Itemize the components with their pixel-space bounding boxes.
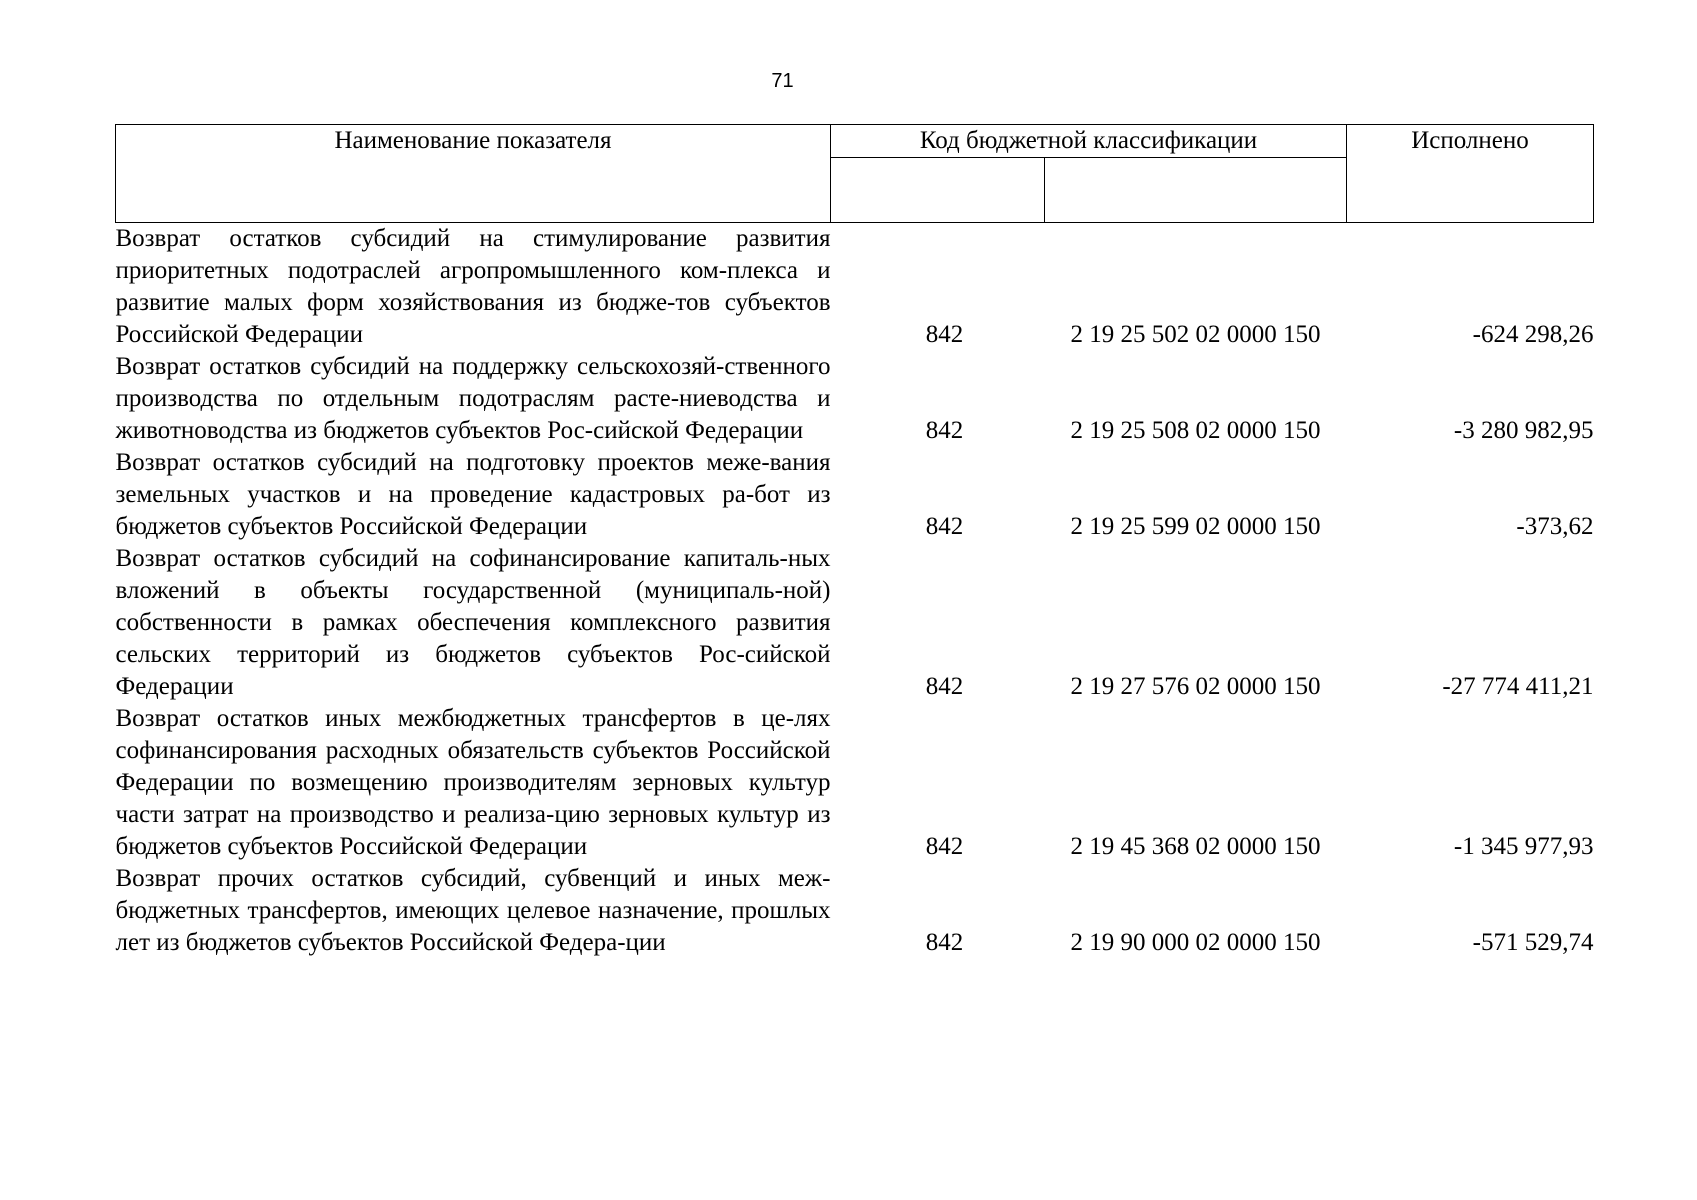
row-executed: -1 345 977,93 xyxy=(1453,833,1594,860)
page-number-text: 71 xyxy=(771,70,794,92)
table-header xyxy=(116,125,1594,223)
header-indicator-name: Наименование показателя xyxy=(116,125,831,223)
row-admin-code: 842 xyxy=(925,929,964,956)
table-row xyxy=(116,863,1594,959)
row-name: Возврат остатков субсидий на софинансирование капиталь-ных вложений в объекты государственной (муниципаль-ной) собственности в рамках обеспечения комплексного развития сельских территорий из бюджетов субъектов Рос-сийской Федерации xyxy=(115,545,831,700)
row-name: Возврат остатков субсидий на стимулирование развития приоритетных подотраслей агропромышленного ком-плекса и развитие малых форм хозяйствования из бюдже-тов субъектов Российской Федерации xyxy=(115,225,831,348)
row-executed: -624 298,26 xyxy=(1472,321,1594,348)
header-budget-code: Код бюджетной классификации xyxy=(831,125,1347,158)
row-budget-code: 2 19 45 368 02 0000 150 xyxy=(1070,833,1321,860)
table-row xyxy=(116,351,1594,447)
row-admin-code: 842 xyxy=(925,833,964,860)
row-executed: -373,62 xyxy=(1516,513,1594,540)
table-row xyxy=(116,703,1594,863)
row-admin-code: 842 xyxy=(925,417,964,444)
row-admin-code: 842 xyxy=(925,513,964,540)
table-row xyxy=(116,447,1594,543)
row-budget-code: 2 19 27 576 02 0000 150 xyxy=(1070,673,1321,700)
budget-table xyxy=(115,124,1594,959)
row-admin-code: 842 xyxy=(925,673,964,700)
row-name: Возврат остатков субсидий на поддержку сельскохозяй-ственного производства по отдельным подотраслям расте-ниеводства и животноводства из бюджетов субъектов Рос-сийской Федерации xyxy=(115,353,831,444)
row-budget-code: 2 19 25 508 02 0000 150 xyxy=(1070,417,1321,444)
row-executed: -3 280 982,95 xyxy=(1453,417,1594,444)
row-budget-code: 2 19 90 000 02 0000 150 xyxy=(1070,929,1321,956)
row-budget-code: 2 19 25 502 02 0000 150 xyxy=(1070,321,1321,348)
row-executed: -571 529,74 xyxy=(1472,929,1594,956)
table-row xyxy=(116,543,1594,703)
row-admin-code: 842 xyxy=(925,321,964,348)
row-budget-code: 2 19 25 599 02 0000 150 xyxy=(1070,513,1321,540)
table-body xyxy=(116,223,1594,960)
header-admin-code-cell xyxy=(831,158,1045,223)
header-executed: Исполнено xyxy=(1347,125,1594,223)
page-number xyxy=(0,70,1697,93)
row-executed: -27 774 411,21 xyxy=(1442,673,1594,700)
table-row xyxy=(116,223,1594,352)
row-name: Возврат прочих остатков субсидий, субвенций и иных меж-бюджетных трансфертов, имеющих целевое назначение, прошлых лет из бюджетов субъектов Российской Федера-ции xyxy=(115,865,831,956)
header-income-code-cell xyxy=(1045,158,1347,223)
row-name: Возврат остатков иных межбюджетных трансфертов в це-лях софинансирования расходных обязательств субъектов Российской Федерации по возмещению производителям зерновых культур части затрат на производство и реализа-цию зерновых культур из бюджетов субъектов Российской Федерации xyxy=(115,705,831,860)
row-name: Возврат остатков субсидий на подготовку проектов меже-вания земельных участков и на проведение кадастровых ра-бот из бюджетов субъектов Российской Федерации xyxy=(115,449,831,540)
